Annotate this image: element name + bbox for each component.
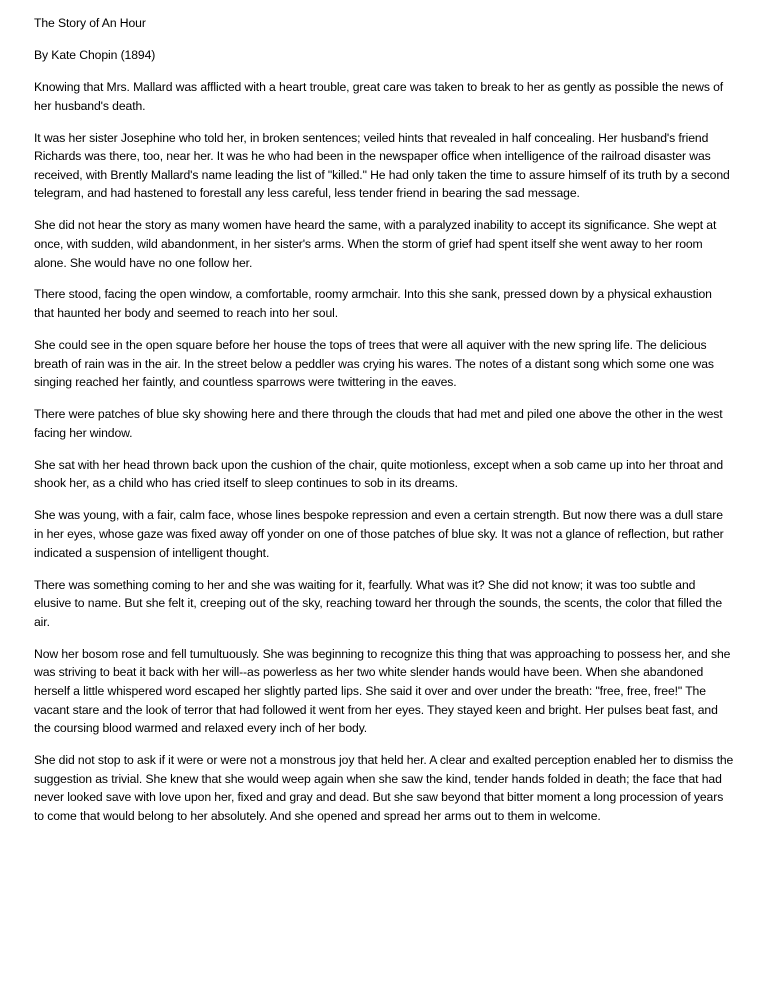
paragraph-7: She sat with her head thrown back upon the cushion of the chair, quite motionless, except when a sob came up into her throat and shook her, as a child who has cried itself to sleep continues to sob in its dreams. — [34, 457, 724, 491]
paragraph-5: She could see in the open square before her house the tops of trees that were all aquiver with the new spring life. The delicious breath of rain was in the air. In the street below a peddler was crying his wares. The notes of a distant song which some one was singing reached her faintly, and countless sparrows were twittering in the eaves. — [34, 338, 714, 390]
paragraph-3: She did not hear the story as many women have heard the same, with a paralyzed inability to accept its significance. She wept at once, with sudden, wild abandonment, in her sister's arms. When the storm of grief had spent itself she went away to her room alone. She would have no one follow her. — [34, 218, 717, 270]
paragraph-11: She did not stop to ask if it were or were not a monstrous joy that held her. A clear and exalted perception enabled her to dismiss the suggestion as trivial. She knew that she would weep again when she saw the kind, tender hands folded in death; the face that had never looked save with love upon her, fixed and gray and dead. But she saw beyond that bitter moment a long procession of years to come that would belong to her absolutely. And she opened and spread her arms out to them in welcome. — [34, 753, 734, 823]
paragraph-2: It was her sister Josephine who told her, in broken sentences; veiled hints that revealed in half concealing. Her husband's friend Richards was there, too, near her. It was he who had been in the newspaper office when intelligence of the railroad disaster was received, with Brently Mallard's name leading the list of "killed." He had only taken the time to assure himself of its truth by a second telegram, and had hastened to forestall any less careful, less tender friend in bearing the sad message. — [34, 130, 730, 201]
document-title: The Story of An Hour — [34, 16, 146, 30]
paragraph-9: There was something coming to her and she was waiting for it, fearfully. What was it? She did not know; it was too subtle and elusive to name. But she felt it, creeping out of the sky, reaching toward her through the sounds, the scents, the color that filled the air. — [34, 577, 723, 629]
document-byline: By Kate Chopin (1894) — [34, 47, 156, 62]
paragraph-6: There were patches of blue sky showing here and there through the clouds that had met and piled one above the other in the west facing her window. — [34, 407, 723, 440]
paragraph-8: She was young, with a fair, calm face, whose lines bespoke repression and even a certain strength. But now there was a dull stare in her eyes, whose gaze was fixed away off yonder on one of those patches of blue sky. It was not a glance of reflection, but rather indicated a suspension of intelligent thought. — [34, 508, 724, 560]
paragraph-4: There stood, facing the open window, a comfortable, roomy armchair. Into this she sank, pressed down by a physical exhaustion that haunted her body and seemed to reach into her soul. — [34, 287, 712, 321]
paragraph-1: Knowing that Mrs. Mallard was afflicted with a heart trouble, great care was taken to break to her as gently as possible the news of her husband's death. — [34, 79, 724, 113]
document-page — [34, 14, 734, 839]
paragraph-10: Now her bosom rose and fell tumultuously. She was beginning to recognize this thing that was approaching to possess her, and she was striving to beat it back with her will--as powerless as her two white slender hands would have been. When she abandoned herself a little whispered word escaped her slightly parted lips. She said it over and over under the breath: "free, free, free!" The vacant stare and the look of terror that had followed it went from her eyes. They stayed keen and bright. Her pulses beat fast, and the coursing blood warmed and relaxed every inch of her body. — [34, 646, 731, 736]
